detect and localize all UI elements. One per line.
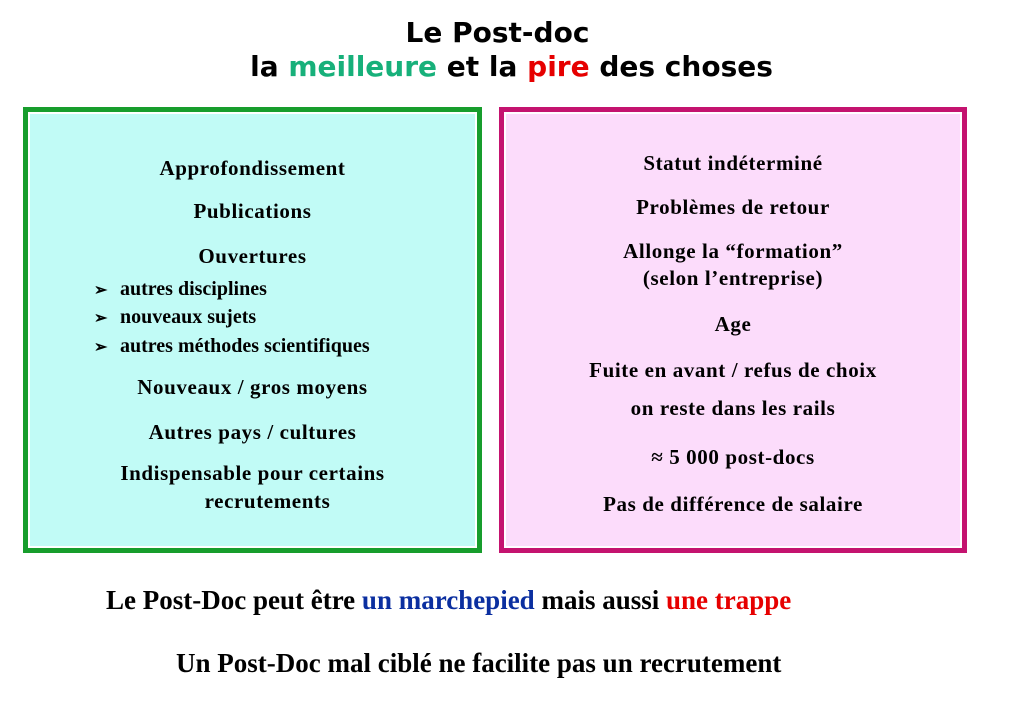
conclusion-marchepied: un marchepied (361, 585, 535, 615)
page-subtitle (0, 50, 1023, 84)
subtitle-meilleure: meilleure (288, 50, 438, 83)
drawback-item: on reste dans les rails (630, 396, 836, 420)
subtitle-part: et la (437, 50, 528, 83)
bullet-item (94, 276, 267, 304)
drawback-item: (selon l’entreprise) (642, 266, 824, 290)
drawback-item: Statut indéterminé (643, 151, 823, 175)
drawback-item: ≈ 5 000 post-docs (651, 445, 815, 469)
drawbacks-box (499, 107, 967, 553)
conclusion-line-1 (106, 585, 791, 616)
drawback-item: Fuite en avant / refus de choix (589, 358, 877, 382)
arrow-bullet-icon: ➢ (94, 310, 108, 327)
drawback-item: Pas de différence de salaire (603, 492, 863, 516)
bullet-text: autres disciplines (120, 278, 267, 300)
subtitle-part: des choses (589, 50, 773, 83)
bullet-text: nouveaux sujets (120, 306, 257, 328)
drawback-item: Problèmes de retour (636, 195, 830, 219)
conclusion-part: Le Post-Doc peut être (106, 585, 362, 615)
conclusion-part: mais aussi (534, 585, 666, 615)
bullet-item (94, 304, 256, 332)
subtitle-pire: pire (527, 50, 590, 83)
advantages-box (23, 107, 482, 553)
advantage-item: Ouvertures (198, 244, 307, 268)
drawback-item: Allonge la “formation” (623, 239, 843, 263)
advantage-item: recrutements (204, 489, 331, 513)
subtitle-part: la (250, 50, 289, 83)
bullet-text: autres méthodes scientifiques (120, 335, 370, 357)
advantage-item: Nouveaux / gros moyens (137, 375, 368, 399)
advantage-item: Autres pays / cultures (148, 420, 357, 444)
page-title: Le Post-doc (405, 16, 590, 49)
conclusion-trappe: une trappe (666, 585, 792, 615)
arrow-bullet-icon: ➢ (94, 339, 108, 356)
arrow-bullet-icon: ➢ (94, 282, 108, 299)
advantage-item: Approfondissement (159, 156, 346, 180)
conclusion-line-2: Un Post-Doc mal ciblé ne facilite pas un recrutement (176, 648, 782, 678)
advantage-item: Publications (193, 199, 312, 223)
advantage-item: Indispensable pour certains (120, 461, 385, 485)
drawback-item: Age (714, 312, 752, 336)
bullet-item (94, 333, 370, 361)
